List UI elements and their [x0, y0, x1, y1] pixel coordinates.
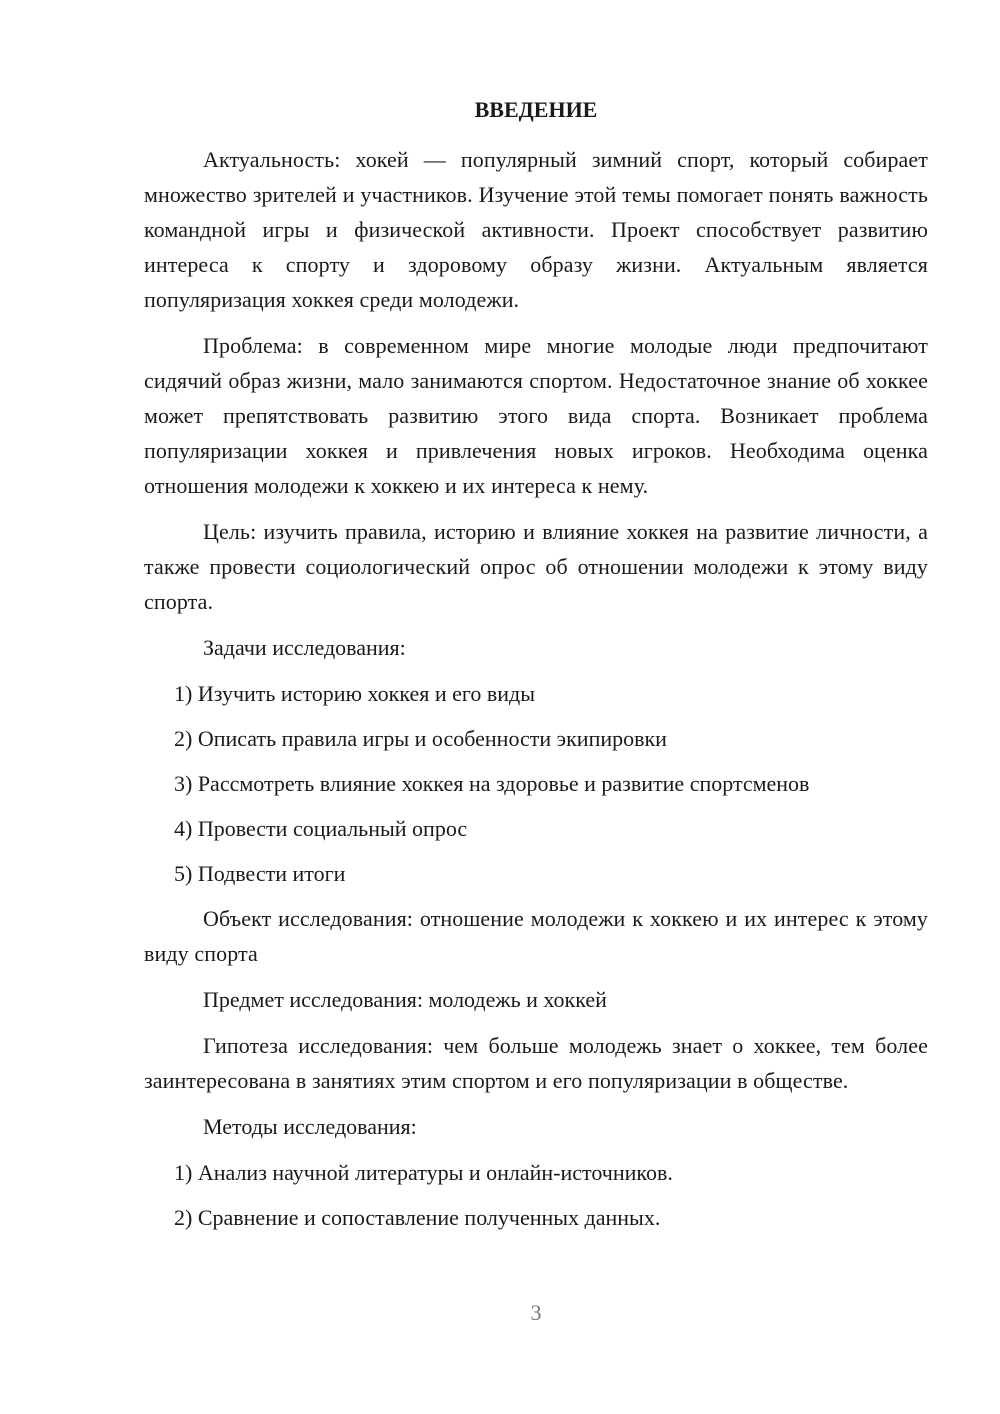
method-item-1: 1) Анализ научной литературы и онлайн-источников.: [174, 1160, 673, 1185]
problem-paragraph: Проблема: в современном мире многие молодые люди предпочитают сидячий образ жизни, мало занимаются спортом. Недостаточное знание об хоккее может препятствовать развитию этого вида спорта. Возникает проблема популяризации хоккея и привлечения новых игроков. Необходима оценка отношения молодежи к хоккею и их интереса к нему.: [144, 333, 928, 498]
goal-paragraph: Цель: изучить правила, историю и влияние хоккея на развитие личности, а также провести социологический опрос об отношении молодежи к этому виду спорта.: [144, 519, 928, 614]
task-item-2: 2) Описать правила игры и особенности экипировки: [174, 726, 667, 751]
methods-heading: Методы исследования:: [203, 1114, 417, 1139]
document-page: [144, 96, 928, 1245]
task-item-5: 5) Подвести итоги: [174, 861, 346, 886]
relevance-paragraph: Актуальность: хокей — популярный зимний спорт, который собирает множество зрителей и участников. Изучение этой темы помогает понять важность командной игры и физической активности. Проект способствует развитию интереса к спорту и здоровому образу жизни. Актуальным является популяризация хоккея среди молодежи.: [144, 147, 928, 312]
section-title: ВВЕДЕНИЕ: [474, 97, 598, 122]
task-item-4: 4) Провести социальный опрос: [174, 816, 468, 841]
subject-paragraph: Предмет исследования: молодежь и хоккей: [203, 987, 607, 1012]
hypothesis-paragraph: Гипотеза исследования: чем больше молодежь знает о хоккее, тем более заинтересована в занятиях этим спортом и его популяризации в обществе.: [144, 1033, 928, 1093]
object-paragraph: Объект исследования: отношение молодежи к хоккею и их интерес к этому виду спорта: [144, 906, 928, 966]
task-item-1: 1) Изучить историю хоккея и его виды: [174, 681, 536, 706]
method-item-2: 2) Сравнение и сопоставление полученных данных.: [174, 1205, 661, 1230]
tasks-heading: Задачи исследования:: [203, 635, 406, 660]
page-number: 3: [530, 1300, 542, 1325]
task-item-3: 3) Рассмотреть влияние хоккея на здоровье и развитие спортсменов: [174, 771, 810, 796]
